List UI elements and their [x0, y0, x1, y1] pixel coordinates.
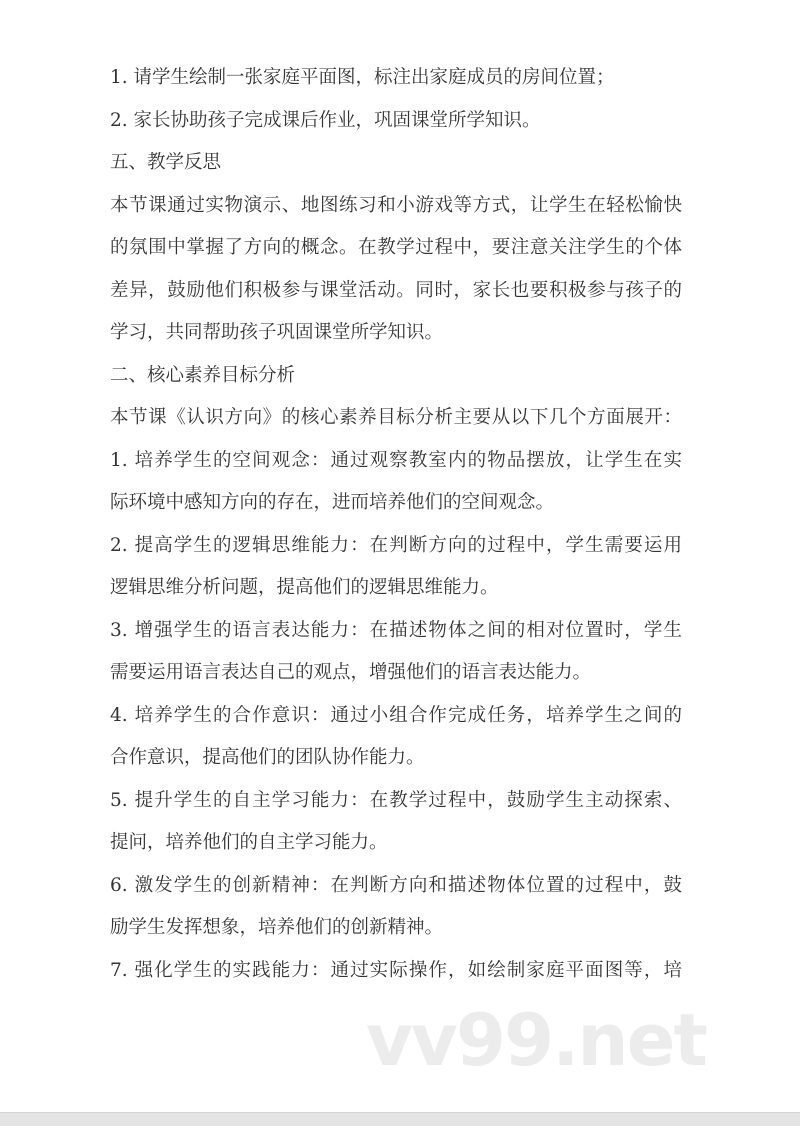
page-separator — [0, 1112, 800, 1127]
text-line: 5. 提升学生的自主学习能力：在教学过程中，鼓励学生主动探索、 — [110, 789, 682, 811]
text-line: 学习，共同帮助孩子巩固课堂所学知识。 — [110, 322, 444, 343]
text-line: 7. 强化学生的实践能力：通过实际操作，如绘制家庭平面图等，培 — [110, 959, 682, 981]
text-line: 4. 培养学生的合作意识：通过小组合作完成任务，培养学生之间的 — [110, 704, 682, 726]
text-line: 2. 提高学生的逻辑思维能力：在判断方向的过程中，学生需要运用 — [110, 534, 682, 556]
text-line: 差异，鼓励他们积极参与课堂活动。同时，家长也要积极参与孩子的 — [110, 279, 682, 301]
text-line: 需要运用语言表达自己的观点，增强他们的语言表达能力。 — [110, 662, 592, 683]
text-line: 励学生发挥想象，培养他们的创新精神。 — [110, 917, 444, 938]
text-line: 本节课《认识方向》的核心素养目标分析主要从以下几个方面展开： — [110, 407, 682, 428]
text-line: 五、教学反思 — [110, 152, 222, 173]
text-line: 1. 请学生绘制一张家庭平面图，标注出家庭成员的房间位置； — [110, 67, 615, 88]
document-body — [110, 57, 682, 992]
text-line: 二、核心素养目标分析 — [110, 364, 296, 386]
text-line: 6. 激发学生的创新精神：在判断方向和描述物体位置的过程中，鼓 — [110, 874, 682, 896]
text-line: 际环境中感知方向的存在，进而培养他们的空间观念。 — [110, 492, 555, 513]
text-line: 的氛围中掌握了方向的概念。在教学过程中，要注意关注学生的个体 — [110, 237, 682, 258]
text-line: 合作意识，提高他们的团队协作能力。 — [110, 747, 425, 768]
text-line: 提问，培养他们的自主学习能力。 — [110, 832, 388, 853]
text-line: 3. 增强学生的语言表达能力：在描述物体之间的相对位置时，学生 — [110, 619, 682, 641]
text-line: 2. 家长协助孩子完成课后作业，巩固课堂所学知识。 — [110, 109, 541, 131]
watermark: vv99.net — [366, 998, 706, 1082]
text-line: 1. 培养学生的空间观念：通过观察教室内的物品摆放，让学生在实 — [110, 449, 682, 471]
text-line: 逻辑思维分析问题，提高他们的逻辑思维能力。 — [110, 577, 499, 598]
next-page — [0, 1126, 800, 1137]
text-line: 本节课通过实物演示、地图练习和小游戏等方式，让学生在轻松愉快 — [110, 194, 682, 216]
